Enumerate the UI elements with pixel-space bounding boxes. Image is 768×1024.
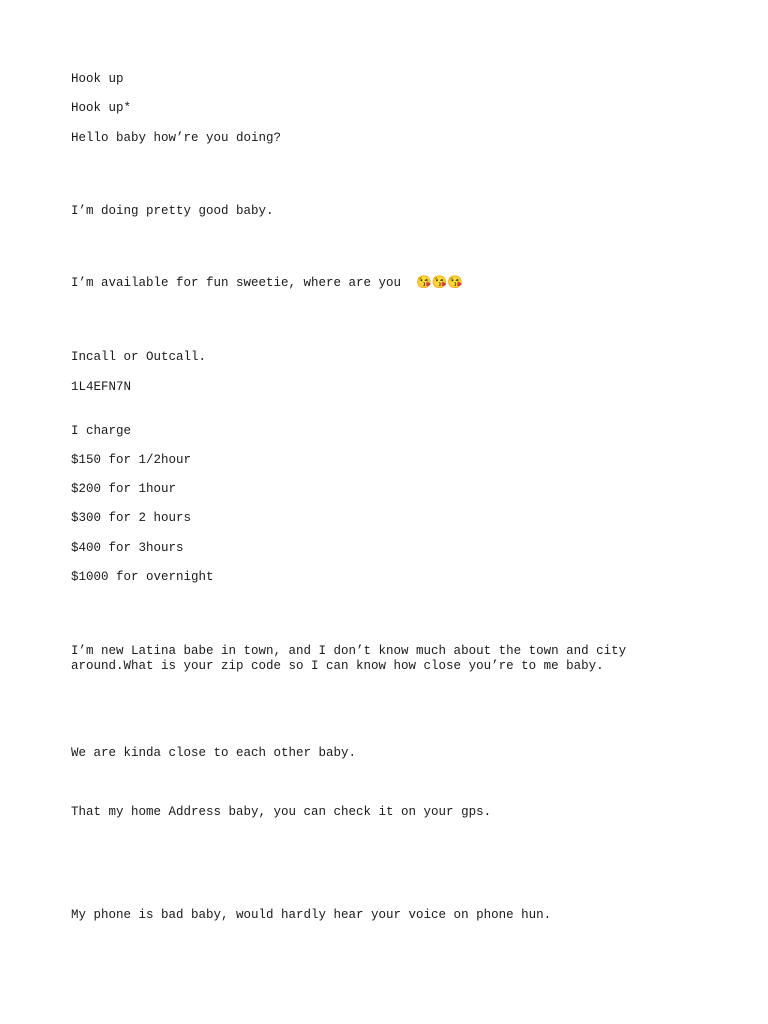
text-paragraph: I’m new Latina babe in town, and I don’t know much about the town and city around.What is your zip code so I can know how close you’re to me baby. xyxy=(71,644,627,673)
text-line: I’m doing pretty good baby. xyxy=(71,204,274,218)
text-line: Hook up xyxy=(71,72,124,86)
text-line: $150 for 1/2hour xyxy=(71,453,192,467)
text-line: We are kinda close to each other baby. xyxy=(71,746,357,760)
text-line: That my home Address baby, you can check it on your gps. xyxy=(71,805,492,819)
text-line: I charge xyxy=(71,424,132,438)
text-line: $200 for 1hour xyxy=(71,482,177,496)
text-line: Hello baby how’re you doing? xyxy=(71,131,282,145)
text-line: $1000 for overnight xyxy=(71,570,214,584)
text-line: Incall or Outcall. xyxy=(71,350,207,364)
text-line: $300 for 2 hours xyxy=(71,511,192,525)
text-line: Hook up* xyxy=(71,101,132,115)
text-line: 1L4EFN7N xyxy=(71,380,132,394)
text-line: I’m available for fun sweetie, where are you 😘😘😘 xyxy=(71,276,463,290)
text-line: $400 for 3hours xyxy=(71,541,184,555)
text-line: My phone is bad baby, would hardly hear your voice on phone hun. xyxy=(71,908,552,922)
